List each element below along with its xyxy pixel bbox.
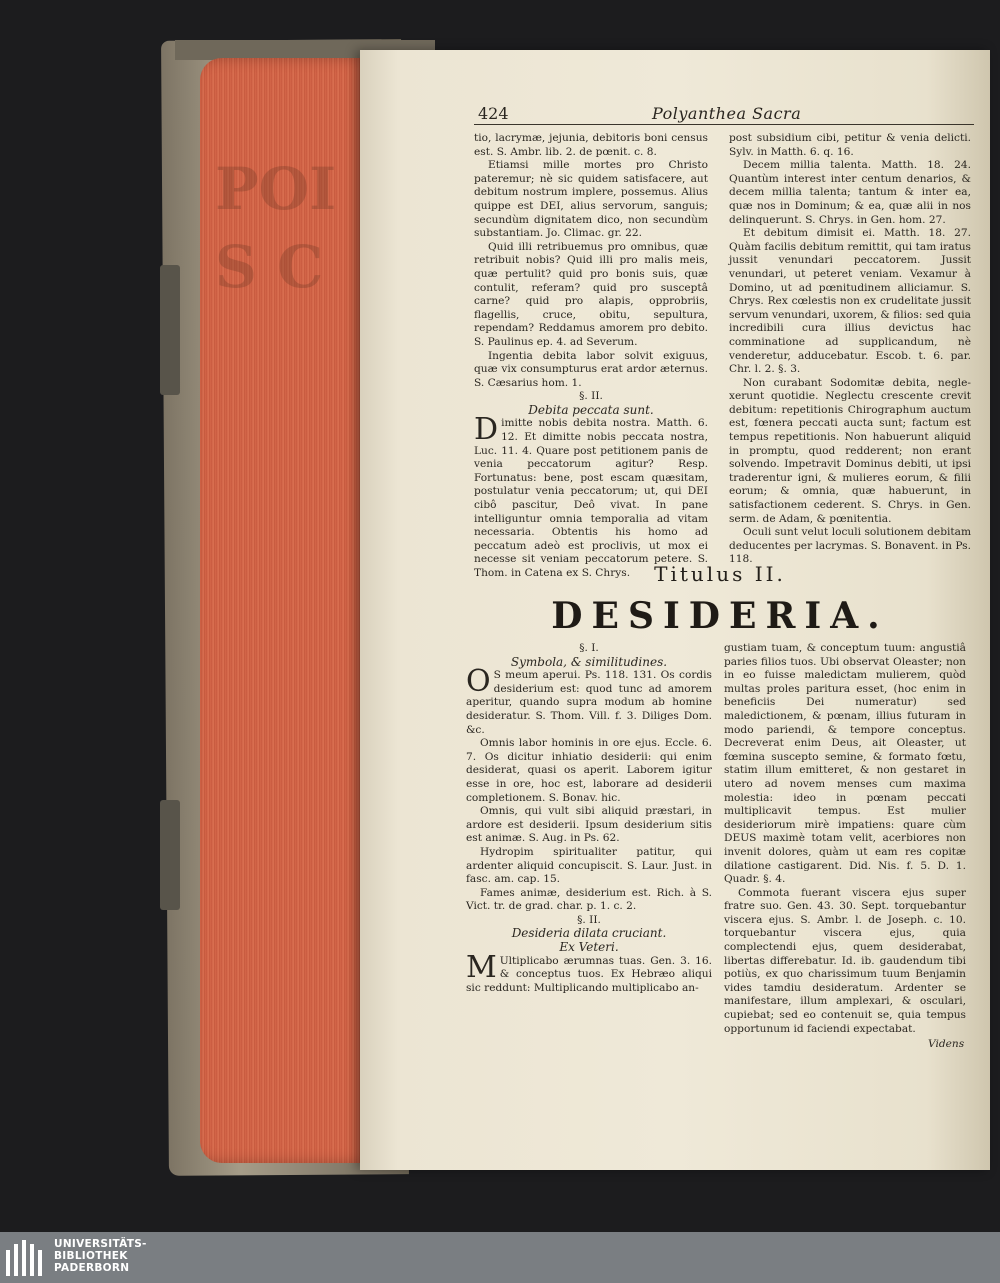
library-name-line: BIBLIOTHEK [54, 1250, 128, 1262]
column-bottom-left [466, 642, 712, 995]
paragraph: Etiamsi mille mortes pro Christo pateremur; nè sic quidem satisfacere, aut debitum nostrum implere, possemus. Alius quippe est DEI, alius servorum, sanguis; secundùm dignitatem dico, non secundùm substantiam. Jo. Climac. gr. 22. [474, 159, 708, 240]
paragraph: Commota fuerant viscera ejus super fratre suo. Gen. 43. 30. Sept. torquebantur viscera ejus. S. Ambr. l. de Joseph. c. 10. torquebantur viscera ejus, quia complectendi ejus, quem desiderabat, libertas differebatur. Id. ib. gaudendum tibi potiùs, ex quo charissimum tuum Benjamin vides tamdiu desideratum. Ardenter se manifestare, illum amplexari, & osculari, cupiebat; sed eo contenuit se, quia tempus opportunum id faciendi expectabat. [724, 886, 966, 1035]
chapter-title: DESIDERIA. [551, 595, 889, 637]
paragraph-text: imitte nobis debita nostra. Matth. 6. 12. Et dimitte nobis peccata nostra, Luc. 11. 4. Quare post petitionem panis de venia peccatorum agitur? Resp. Fortunatus: bene, post escam quæsitam, postulatur venia peccatorum; ut, qui DEI cibô pascitur, Deô vivat. In pane intelliguntur omnia temporalia ad vitam necessaria. Obtentis his homo ad peccatum adeò est proclivis, ut mox ei necesse sit veniam peccatorum petere. S. Thom. in Catena ex S. Chrys. [474, 417, 708, 579]
paragraph-text: S meum aperui. Ps. 118. 131. Os cordis desiderium est: quod tunc ad amorem aperitur, quando supra modum ab homine desideratur. S. Thom. Vill. f. 3. Diliges Dom. &c. [466, 669, 712, 736]
library-footer-bar [0, 1232, 1000, 1283]
paragraph: Oculi sunt velut loculi solutionem debitam deducentes per lacrymas. S. Bonavent. in Ps. 118. [729, 526, 971, 566]
paragraph: gustiam tuam, & conceptum tuum: angustiâ paries filios tuos. Ubi observat Oleaster; non in eo fuisse maledictam mulierem, quòd multas proles paritura esset, (hoc enim in beneficiis Dei numeratur) sed maledictionem, & pœnam, illius futuram in modo pariendi, & tempore conceptus. Decreverat enim Deus, ait Oleaster, ut fœmina suscepto semine, & formato fœtu, statim illum emitteret, & non gestaret in utero ad novem menses cum maxima molestia: ideo in pœnam peccati multiplicavit tempus. Est mulier desideriorum mirè impatiens: quare cùm DEUS maximè totam velit, acerbiores non invenit dolores, quàm ut eam res copitæ dilatione castigarent. Did. Nis. f. 5. D. 1. Quadr. §. 4. [724, 642, 966, 886]
paragraph [474, 412, 708, 580]
paragraph: Hydropim spiritualiter patitur, qui ardenter aliquid concupiscit. S. Laur. Just. in fasc. am. cap. 15. [466, 845, 712, 886]
paragraph: post subsidium cibi, petitur & venia delicti. Sylv. in Matth. 6. q. 16. [729, 132, 971, 158]
paragraph: Ingentia debita labor solvit exiguus, quæ vix consumpturus erat ardor æternus. S. Cæsarius hom. 1. [474, 349, 708, 389]
book-clasp-bottom [160, 800, 180, 910]
book-clasp-top [160, 265, 180, 395]
column-bottom-right [724, 642, 966, 1036]
paragraph: Quid illi retribuemus pro omnibus, quæ retribuit nobis? Quid illi pro malis meis, quæ pertulit? quid pro bonis suis, quæ contulit, referam? quid pro susceptâ carne? quid pro alapis, opprobriis, flagellis, cruce, obitu, sepultura, rependam? Reddamus amorem pro debito. S. Paulinus ep. 4. ad Severum. [474, 240, 708, 348]
titulus-heading: Titulus II. [654, 562, 786, 586]
section-number: §. I. [579, 642, 599, 654]
library-name-line: PADERBORN [54, 1262, 130, 1274]
header-rule [474, 124, 974, 125]
running-title: Polyanthea Sacra [652, 104, 802, 123]
drop-cap: O [466, 664, 491, 700]
paragraph: Et debitum dimisit ei. Matth. 18. 27. Quàm facilis debitum remittit, qui tam iratus jussit venundari peccatorem. Jussit venundari, ut peteret veniam. Vexamur à Domino, ut ad pœnitudinem alliciamur. S. Chrys. Rex cœlestis non ex crudelitate jussit servum venundari, uxorem, & filios: sed quia incredibili cura illius devictus hac comminatione ad supplicandum, nè venderetur, adducebatur. Escob. t. 6. par. Chr. l. 2. §. 3. [729, 227, 971, 376]
paragraph: tio, lacrymæ, jejunia, debitoris boni census est. S. Ambr. lib. 2. de pœnit. c. 8. [474, 132, 708, 158]
catchword: Videns [928, 1038, 965, 1050]
paragraph [466, 949, 712, 996]
paragraph-text: Ultiplicabo ærumnas tuas. Gen. 3. 16. & conceptus tuos. Ex Hebræo aliqui sic reddunt: Multiplicando multiplicabo an- [466, 954, 712, 994]
section-number: §. II. [577, 913, 601, 926]
section-title: Desideria dilata cruciant. [511, 926, 667, 941]
paragraph: Fames animæ, desiderium est. Rich. à S. Vict. tr. de grad. char. p. 1. c. 2. [466, 886, 712, 913]
library-logo-icon [6, 1240, 46, 1276]
paragraph [466, 664, 712, 737]
paragraph: Decem millia talenta. Matth. 18. 24. Quantùm interest inter centum denarios, & decem millia talenta; tantum & inter ea, quæ nos in Dominum; & ea, quæ alii in nos delinquerunt. S. Chrys. in Gen. hom. 27. [729, 159, 971, 226]
ghost-print-through: POI S C [215, 155, 337, 301]
library-name [54, 1238, 147, 1274]
drop-cap: D [474, 412, 499, 448]
library-name-line: UNIVERSITÄTS- [54, 1238, 147, 1250]
section-number: §. II. [579, 390, 603, 403]
section-title: Symbola, & similitudines. [510, 654, 668, 669]
page-number: 424 [478, 104, 509, 123]
section-title: Debita peccata sunt. [528, 402, 654, 417]
paragraph: Omnis labor hominis in ore ejus. Eccle. 6. 7. Os dicitur inhiatio desiderii: qui enim desiderat, quasi os aperit. Laborem igitur esse in ore, hoc est, laborare ad desiderii completionem. S. Bonav. hic. [466, 737, 712, 804]
column-top-left [474, 132, 708, 581]
paragraph: Omnis, qui vult sibi aliquid præstari, in ardore est desiderii. Ipsum desiderium sitis est animæ. S. Aug. in Ps. 62. [466, 805, 712, 845]
drop-cap: M [466, 949, 497, 985]
column-top-right [729, 132, 971, 567]
paragraph: Non curabant Sodomitæ debita, negle-xerunt quotidie. Neglectu crescente crevit debitum: repetitionis Chirographum auctum est, fœnera peccati aucta sunt; factum est tempus repetitionis. Non habuerunt aliquid in promptu, quod redderent; non erant solvendo. Impetravit Dominus debiti, ut ipsi traderentur igni, & mulieres eorum, & filii eorum; & omnia, quæ habuerunt, in satisfactionem cederent. S. Chrys. in Gen. serm. de Adam, & pœnitentia. [729, 376, 971, 525]
section-title: Ex Veteri. [559, 940, 619, 955]
